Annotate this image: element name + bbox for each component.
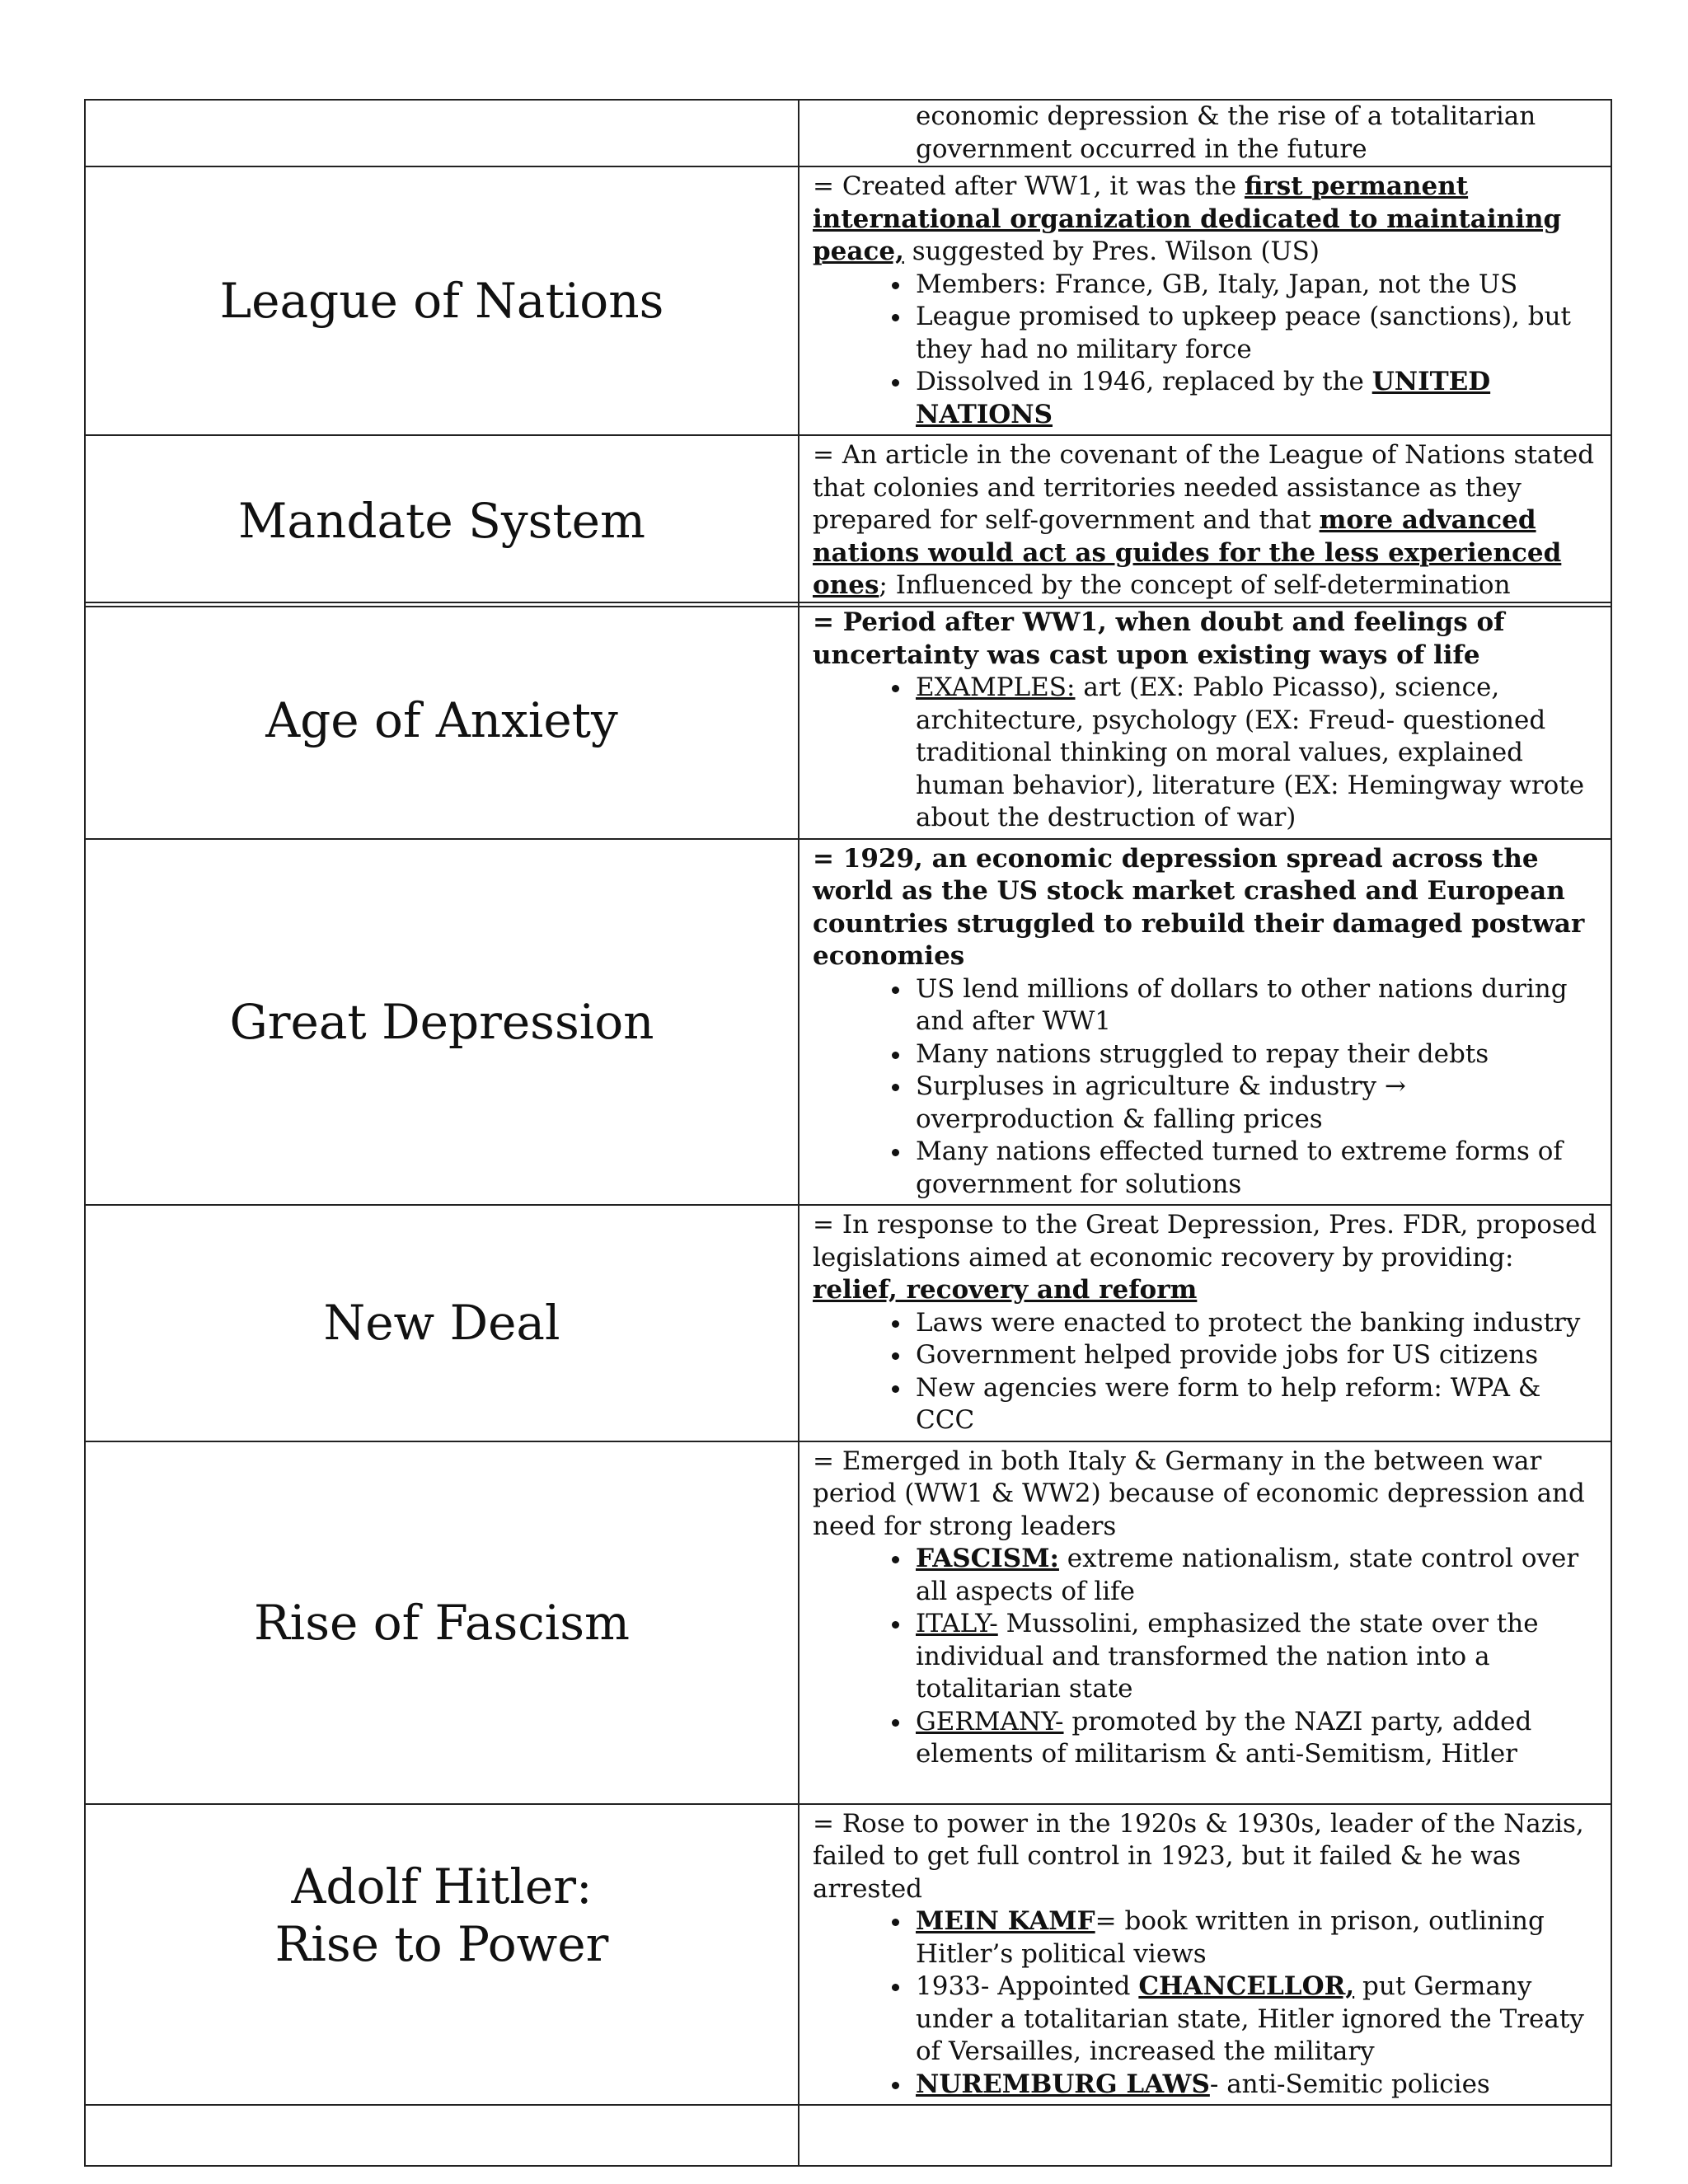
term-great-depression: Great Depression	[229, 993, 654, 1050]
definition-text: = Created after WW1, it was the first permanent international organization dedicated to maintaining peace, suggested by Pres. Wilson (US)	[813, 171, 1562, 266]
table-row	[85, 839, 1611, 1206]
term-rise-of-fascism: Rise of Fascism	[253, 1594, 630, 1651]
bullet-list	[813, 672, 1599, 835]
continued-line-2: government occurred in the future	[916, 134, 1367, 164]
term-age-of-anxiety: Age of Anxiety	[265, 692, 618, 749]
definition-cell	[799, 2105, 1611, 2166]
term-new-deal: New Deal	[323, 1295, 560, 1352]
definition-text: = Rose to power in the 1920s & 1930s, leader of the Nazis, failed to get full control in 1923, but it failed & he was arrested	[813, 1808, 1584, 1904]
table-row	[85, 435, 1611, 607]
table-row	[85, 1441, 1611, 1804]
notes-table-2	[84, 602, 1612, 2167]
term-cell	[85, 166, 799, 435]
term-cell	[85, 839, 799, 1206]
definition-cell	[799, 1441, 1611, 1804]
list-item: • League promised to upkeep peace (sanctions), but they had no military force	[912, 301, 1599, 366]
list-item: • Government helped provide jobs for US citizens	[912, 1339, 1599, 1372]
term-league-of-nations: League of Nations	[219, 273, 664, 329]
list-item: • ITALY- Mussolini, emphasized the state over the individual and transformed the nation into a totalitarian state	[912, 1608, 1599, 1706]
list-item: • Dissolved in 1946, replaced by the UNITED NATIONS	[912, 366, 1599, 431]
definition-cell	[799, 100, 1611, 166]
term-cell	[85, 435, 799, 607]
continued-bullet	[813, 101, 1599, 166]
list-item: • MEIN KAMF= book written in prison, outlining Hitler’s political views	[912, 1905, 1599, 1971]
table-row	[85, 100, 1611, 166]
list-item: • NUREMBURG LAWS- anti-Semitic policies	[912, 2069, 1599, 2102]
notes-table-1	[84, 99, 1612, 607]
bullet-list	[813, 1905, 1599, 2101]
table-row	[85, 2105, 1611, 2166]
term-cell	[85, 1441, 799, 1804]
term-adolf-hitler-line-1: Adolf Hitler:	[291, 1858, 593, 1915]
definition-text: = Emerged in both Italy & Germany in the between war period (WW1 & WW2) because of economic depression and need for strong leaders	[813, 1446, 1585, 1541]
bullet-list	[813, 973, 1599, 1202]
table-row	[85, 1804, 1611, 2106]
continued-line-1: economic depression & the rise of a totalitarian	[916, 101, 1536, 131]
term-cell	[85, 1804, 799, 2106]
list-item: • Laws were enacted to protect the banking industry	[912, 1307, 1599, 1340]
term-cell	[85, 602, 799, 839]
definition-cell	[799, 602, 1611, 839]
list-item: • EXAMPLES: art (EX: Pablo Picasso), science, architecture, psychology (EX: Freud- questioned traditional thinking on moral values, explained human behavior), literature (EX: Hemingway wrote about the destruction of war)	[912, 672, 1599, 835]
list-item: • 1933- Appointed CHANCELLOR, put Germany under a totalitarian state, Hitler ignored the Treaty of Versailles, increased the military	[912, 1971, 1599, 2069]
list-item: • US lend millions of dollars to other nations during and after WW1	[912, 973, 1599, 1038]
term-adolf-hitler-line-2: Rise to Power	[274, 1915, 609, 1972]
table-row	[85, 602, 1611, 839]
definition-cell	[799, 1205, 1611, 1441]
definition-cell	[799, 166, 1611, 435]
term-cell	[85, 100, 799, 166]
table-row	[85, 1205, 1611, 1441]
bullet-list	[813, 1543, 1599, 1771]
definition-text: = In response to the Great Depression, Pres. FDR, proposed legislations aimed at economic recovery by providing: relief, recovery and reform	[813, 1210, 1597, 1305]
bullet-list	[813, 269, 1599, 432]
definition-text: = Period after WW1, when doubt and feelings of uncertainty was cast upon existing ways of life	[813, 607, 1505, 670]
term-cell	[85, 2105, 799, 2166]
list-item: • Many nations struggled to repay their debts	[912, 1038, 1599, 1071]
list-item: • GERMANY- promoted by the NAZI party, added elements of militarism & anti-Semitism, Hitler	[912, 1706, 1599, 1771]
definition-text: = 1929, an economic depression spread across the world as the US stock market crashed and European countries struggled to rebuild their damaged postwar economies	[813, 843, 1585, 971]
definition-cell	[799, 435, 1611, 607]
definition-text: = An article in the covenant of the League of Nations stated that colonies and territories needed assistance as they prepared for self-government and that more advanced nations would act as guides for the less experienced ones; Influenced by the concept of self-determination	[813, 440, 1595, 600]
list-item: • Many nations effected turned to extreme forms of government for solutions	[912, 1136, 1599, 1201]
list-item: • Members: France, GB, Italy, Japan, not the US	[912, 269, 1599, 302]
list-item: • New agencies were form to help reform: WPA & CCC	[912, 1372, 1599, 1437]
term-mandate-system: Mandate System	[238, 492, 645, 549]
definition-cell	[799, 1804, 1611, 2106]
bullet-list	[813, 1307, 1599, 1437]
term-cell	[85, 1205, 799, 1441]
definition-cell	[799, 839, 1611, 1206]
list-item: • Surpluses in agriculture & industry → overproduction & falling prices	[912, 1071, 1599, 1136]
table-row	[85, 166, 1611, 435]
list-item: • FASCISM: extreme nationalism, state control over all aspects of life	[912, 1543, 1599, 1608]
